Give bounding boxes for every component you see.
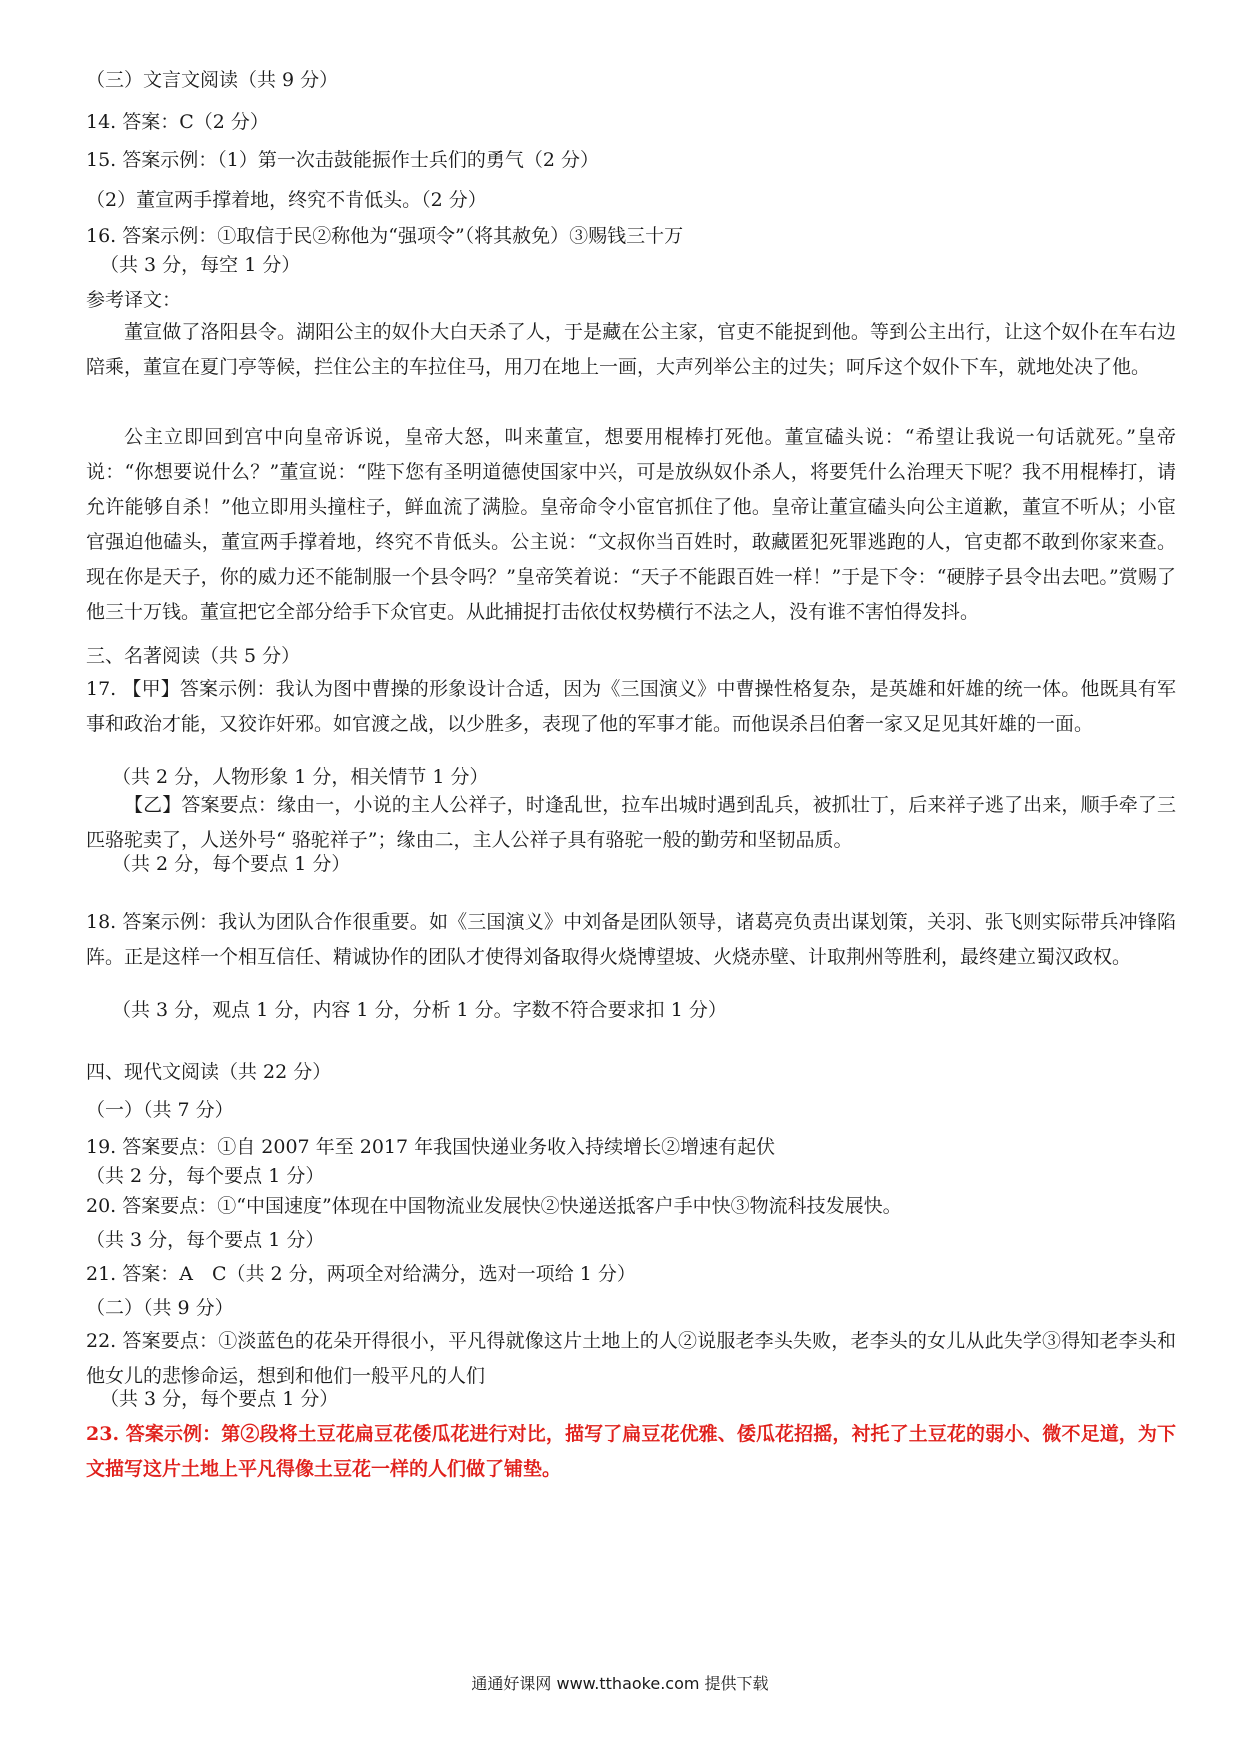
subsection-heading-2: （二）（共 9 分） (86, 1297, 234, 1319)
answer-q19: 19. 答案要点：①自 2007 年至 2017 年我国快递业务收入持续增长②增速有起伏 (86, 1136, 776, 1158)
score-note-q19: （共 2 分，每个要点 1 分） (86, 1165, 325, 1187)
answer-q21: 21. 答案：A C（共 2 分，两项全对给满分，选对一项给 1 分） (86, 1263, 636, 1285)
reference-translation-heading: 参考译文： (86, 289, 182, 311)
answer-q22: 22. 答案要点：①淡蓝色的花朵开得很小，平凡得就像这片土地上的人②说服老李头失败，老李头的女儿从此失学③得知老李头和他女儿的悲惨命运，想到和他们一般平凡的人们 (86, 1330, 1176, 1387)
score-note-q20: （共 3 分，每个要点 1 分） (86, 1229, 325, 1251)
reference-translation-paragraph-2: 公主立即回到宫中向皇帝诉说，皇帝大怒，叫来董宣，想要用棍棒打死他。董宣磕头说：“希望让我说一句话就死。”皇帝说：“你想要说什么？”董宣说：“陛下您有圣明道德使国家中兴，可是放纵奴仆杀人，将要凭什么治理天下呢？我不用棍棒打，请允许能够自杀！”他立即用头撞柱子，鲜血流了满脸。皇帝命令小宦官抓住了他。皇帝让董宣磕头向公主道歉，董宣不听从；小宦官强迫他磕头，董宣两手撑着地，终究不肯低头。公主说：“文叔你当百姓时，敢藏匿犯死罪逃跑的人，官吏都不敢到你家来查。现在你是天子，你的威力还不能制服一个县令吗？”皇帝笑着说：“天子不能跟百姓一样！”于是下令：“硬脖子县令出去吧。”赏赐了他三十万钱。董宣把它全部分给手下众官吏。从此捕捉打击依仗权势横行不法之人，没有谁不害怕得发抖。 (86, 426, 1176, 623)
section-heading-modern-reading: 四、现代文阅读（共 22 分） (86, 1061, 332, 1083)
answer-q15-part2: （2）董宣两手撑着地，终究不肯低头。（2 分） (86, 189, 487, 211)
section-heading-classics-reading: 三、名著阅读（共 5 分） (86, 645, 301, 667)
answer-q23-highlighted: 23. 答案示例：第②段将土豆花扁豆花倭瓜花进行对比，描写了扁豆花优雅、倭瓜花招摇，衬托了土豆花的弱小、微不足道，为下文描写这片土地上平凡得像土豆花一样的人们做了铺垫。 (86, 1423, 1176, 1480)
subsection-heading-1: （一）（共 7 分） (86, 1099, 234, 1121)
score-note-q22: （共 3 分，每个要点 1 分） (100, 1388, 339, 1410)
section-heading-classical-reading: （三）文言文阅读（共 9 分） (86, 69, 339, 91)
answer-q20: 20. 答案要点：①“中国速度”体现在中国物流业发展快②快递送抵客户手中快③物流科技发展快。 (86, 1195, 902, 1217)
reference-translation-paragraph-1: 董宣做了洛阳县令。湖阳公主的奴仆大白天杀了人，于是藏在公主家，官吏不能捉到他。等到公主出行，让这个奴仆在车右边陪乘，董宣在夏门亭等候，拦住公主的车拉住马，用刀在地上一画，大声列举公主的过失；呵斥这个奴仆下车，就地处决了他。 (86, 321, 1176, 378)
score-note-q16: （共 3 分，每空 1 分） (100, 254, 301, 276)
answer-q14: 14. 答案：C（2 分） (86, 111, 269, 133)
answer-q15-part1: 15. 答案示例：（1）第一次击鼓能振作士兵们的勇气（2 分） (86, 149, 599, 171)
answer-q18: 18. 答案示例：我认为团队合作很重要。如《三国演义》中刘备是团队领导，诸葛亮负责出谋划策，关羽、张飞则实际带兵冲锋陷阵。正是这样一个相互信任、精诚协作的团队才使得刘备取得火烧博望坡、火烧赤壁、计取荆州等胜利，最终建立蜀汉政权。 (86, 911, 1176, 968)
answer-q17-yi: 【乙】答案要点：缘由一，小说的主人公祥子，时逢乱世，拉车出城时遇到乱兵，被抓壮丁，后来祥子逃了出来，顺手牵了三匹骆驼卖了，人送外号“ 骆驼祥子”；缘由二，主人公祥子具有骆驼一般的勤劳和坚韧品质。 (86, 794, 1176, 851)
score-note-q17-jia: （共 2 分，人物形象 1 分，相关情节 1 分） (112, 766, 489, 788)
answer-q17-jia: 17. 【甲】答案示例：我认为图中曹操的形象设计合适，因为《三国演义》中曹操性格复杂，是英雄和奸雄的统一体。他既具有军事和政治才能，又狡诈奸邪。如官渡之战，以少胜多，表现了他的军事才能。而他误杀吕伯奢一家又足见其奸雄的一面。 (86, 678, 1176, 735)
answer-q16: 16. 答案示例：①取信于民②称他为“强项令”（将其赦免）③赐钱三十万 (86, 225, 684, 247)
score-note-q17-yi: （共 2 分，每个要点 1 分） (112, 853, 351, 875)
footer-source-note: 通通好课网 www.tthaoke.com 提供下载 (471, 1674, 769, 1693)
score-note-q18: （共 3 分，观点 1 分，内容 1 分，分析 1 分。字数不符合要求扣 1 分） (112, 999, 727, 1021)
